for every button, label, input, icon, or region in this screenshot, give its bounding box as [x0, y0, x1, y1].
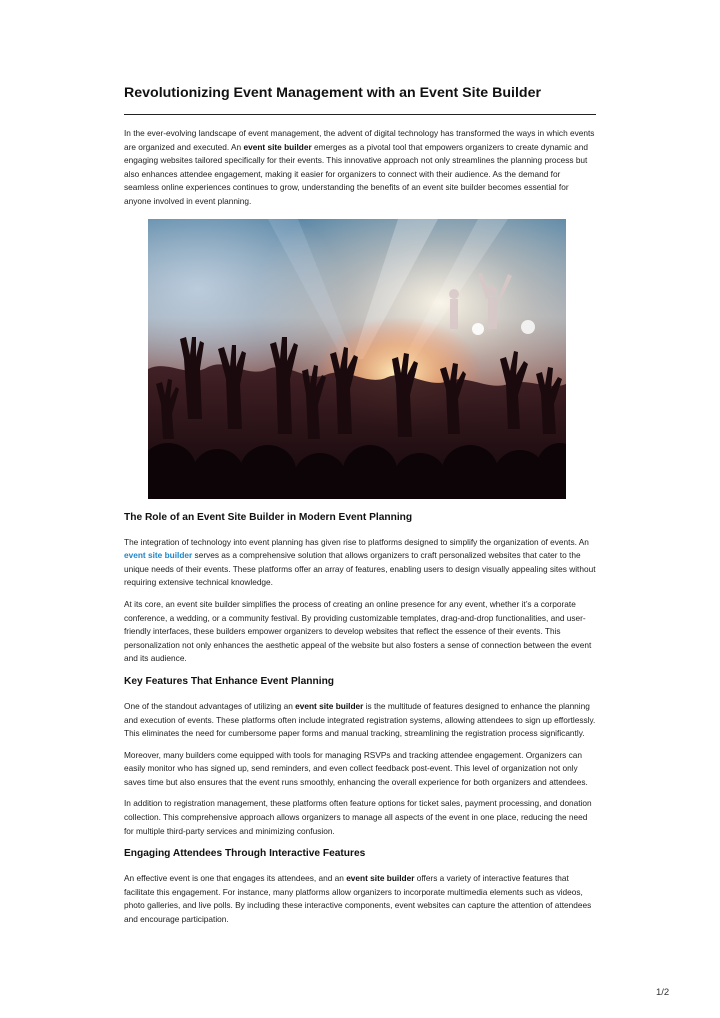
- features-p1-start: One of the standout advantages of utilizing an: [124, 700, 296, 711]
- section-heading-engagement: Engaging Attendees Through Interactive Features: [124, 848, 366, 860]
- features-paragraph-3: In addition to registration management, these platforms often feature options for ticket sales, payment processing, and donation collection. This comprehensive approach allows organizers to manage all aspects of the event in one place, reducing the need for multiple third-party services and minimizing confusion.: [124, 798, 592, 836]
- intro-keyword: event site builder: [243, 141, 312, 152]
- title-divider: [124, 114, 596, 115]
- engagement-p1-start: An effective event is one that engages its attendees, and an: [124, 873, 347, 884]
- features-paragraph-2: Moreover, many builders come equipped with tools for managing RSVPs and tracking attendee engagement. Organizers can easily monitor who has signed up, send reminders, and even collect feedback post-event. This level of organization not only saves time but also ensures that the event runs smoothly, enhancing the overall experience for both organizers and attendees.: [124, 749, 588, 787]
- features-paragraph-1: [124, 700, 596, 741]
- section-heading-role: The Role of an Event Site Builder in Modern Event Planning: [124, 511, 413, 523]
- role-paragraph-2: At its core, an event site builder simplifies the process of creating an online presence for any event, whether it’s a corporate conference, a wedding, or a community festival. By providing customizable templates, drag-and-drop functionalities, and user-friendly interfaces, these builders empower organizers to develop websites that reflect the essence of their events. This personalization not only enhances the aesthetic appeal of the website but also fosters a sense of connection between the event and its audience.: [124, 598, 592, 664]
- engagement-paragraph-1: [124, 872, 596, 926]
- article: [124, 84, 596, 927]
- features-keyword: event site builder: [295, 700, 364, 711]
- event-site-builder-link[interactable]: event site builder: [124, 550, 193, 561]
- role-p1-end: serves as a comprehensive solution that allows organizers to craft personalized websites that cater to the unique needs of their events. These platforms offer an array of features, enabling users to design visually appealing sites without requiring extensive technical knowledge.: [124, 550, 596, 588]
- intro-paragraph: [124, 127, 596, 209]
- intro-text-end: emerges as a pivotal tool that empowers organizers to create dynamic and engaging websites tailored specifically for their events. This innovative approach not only streamlines the planning process but also enhances attendee engagement, making it easier for organizers to connect with their audience. As the demand for seamless online experiences continues to grow, understanding the benefits of an event site builder becomes essential for anyone involved in event planning.: [124, 141, 588, 206]
- concert-crowd-icon: [148, 219, 566, 499]
- engagement-keyword: event site builder: [346, 873, 415, 884]
- features-p1-end: is the multitude of features designed to enhance the planning and execution of events. These platforms often include integrated registration systems, allowing attendees to sign up effortlessly. This eliminates the need for cumbersome paper forms and manual tracking, streamlining the registration process significantly.: [124, 700, 596, 739]
- role-paragraph-1: [124, 536, 596, 590]
- intro-text-start: In the ever-evolving landscape of event management, the advent of digital technology has transformed the ways in which events are organized and executed. An: [124, 128, 595, 152]
- engagement-p1-end: offers a variety of interactive features that facilitate this engagement. For instance, many platforms allow organizers to incorporate multimedia elements such as videos, photo galleries, and live polls. By including these interactive components, event websites can capture the attention of attendees and encourage participation.: [124, 873, 592, 925]
- role-p1-start: The integration of technology into event planning has given rise to platforms designed to simplify the organization of events. An: [124, 536, 589, 547]
- page-title: Revolutionizing Event Management with an Event Site Builder: [124, 85, 542, 101]
- page-number: 1/2: [656, 987, 670, 998]
- section-heading-features: Key Features That Enhance Event Planning: [124, 675, 335, 687]
- concert-crowd-photo: [148, 219, 566, 499]
